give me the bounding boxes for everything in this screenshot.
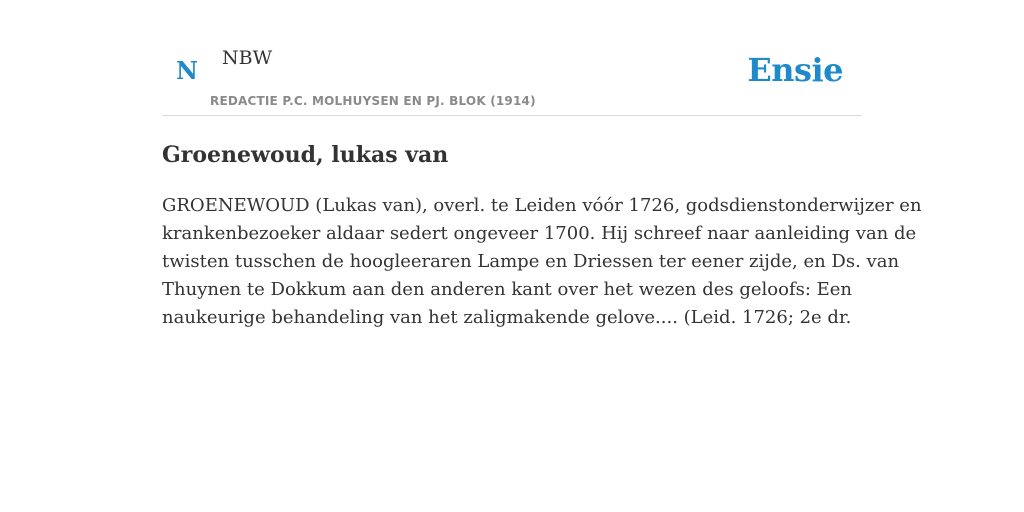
entry-body-line: naukeurige behandeling van het zaligmakende gelove.... (Leid. 1726; 2e dr. — [162, 307, 852, 328]
source-logo[interactable]: N — [176, 56, 198, 85]
entry-title: Groenewoud, lukas van — [162, 142, 449, 168]
page-header — [162, 36, 862, 116]
entry-body-line: twisten tusschen de hoogleeraren Lampe en Driessen ter eener zijde, en Ds. van — [162, 251, 900, 272]
entry-body-line: GROENEWOUD (Lukas van), overl. te Leiden vóór 1726, godsdienstonderwijzer en — [162, 195, 922, 216]
source-name: NBW — [222, 47, 273, 69]
brand-logo[interactable]: Ensie — [747, 51, 843, 89]
entry-body — [162, 192, 922, 332]
entry-body-line: Thuynen te Dokkum aan den anderen kant over het wezen des geloofs: Een — [162, 279, 853, 300]
source-editors: REDACTIE P.C. MOLHUYSEN EN PJ. BLOK (1914) — [210, 94, 536, 108]
entry-body-line: krankenbezoeker aldaar sedert ongeveer 1700. Hij schreef naar aanleiding van de — [162, 223, 917, 244]
